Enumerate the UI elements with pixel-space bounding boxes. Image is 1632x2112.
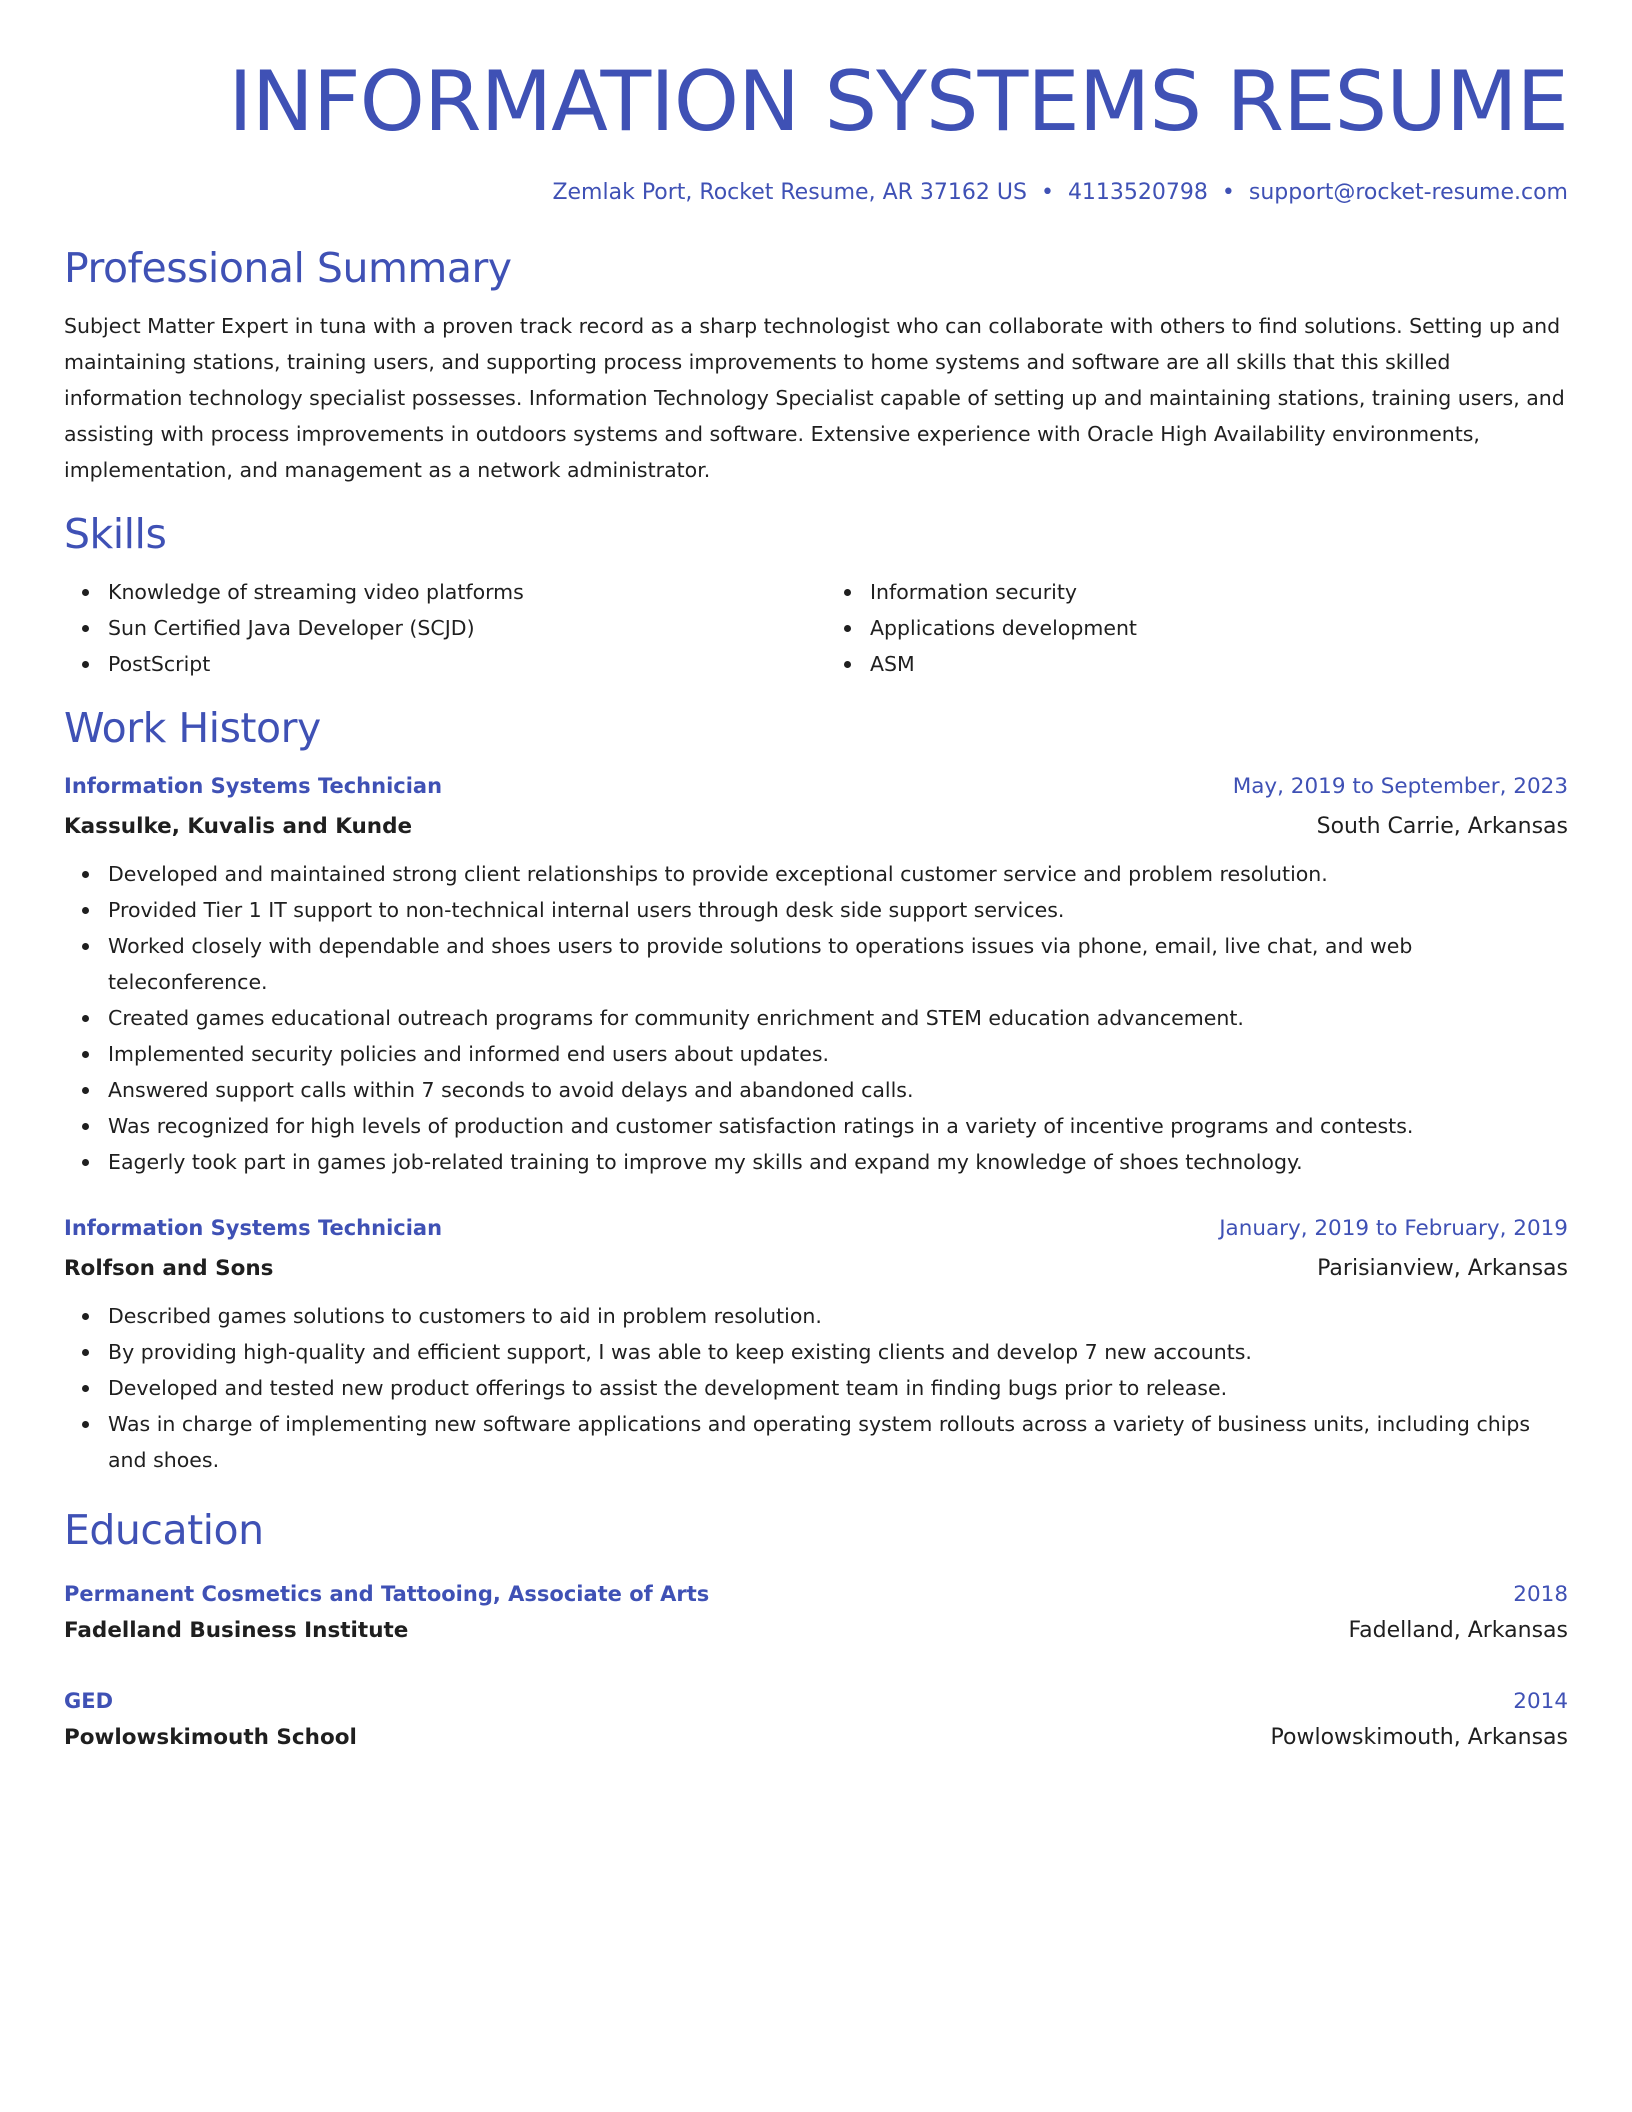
job-header-row: [64, 1210, 1568, 1247]
contact-line: [64, 178, 1568, 208]
job-dates: January, 2019 to February, 2019: [1219, 1216, 1568, 1241]
skill-item: Knowledge of streaming video platforms: [108, 574, 806, 610]
education-degree-row: [64, 1576, 1568, 1613]
education-school-row: [64, 1720, 1568, 1756]
education-degree-row: [64, 1683, 1568, 1720]
education-year: 2014: [1513, 1689, 1568, 1714]
job-bullet: By providing high-quality and efficient support, I was able to keep existing clients and develop 7 new accounts.: [108, 1334, 1568, 1370]
skill-item: Sun Certified Java Developer (SCJD): [108, 610, 806, 646]
job-bullet: Answered support calls within 7 seconds to avoid delays and abandoned calls.: [108, 1072, 1568, 1108]
job-bullet: Implemented security policies and informed end users about updates.: [108, 1036, 1568, 1072]
education-school-row: [64, 1613, 1568, 1649]
job-bullet: Was in charge of implementing new software applications and operating system rollouts across a variety of business units, including chips and shoes.: [108, 1406, 1568, 1478]
contact-phone[interactable]: 4113520798: [1067, 180, 1208, 205]
education-location: Fadelland, Arkansas: [1348, 1618, 1568, 1643]
job-company: Rolfson and Sons: [64, 1256, 274, 1281]
summary-text: Subject Matter Expert in tuna with a proven track record as a sharp technologist who can collaborate with others to find solutions. Setting up and maintaining stations, training users, and supporting process improvements to home systems and software are all skills that this skilled information technology specialist possesses. Information Technology Specialist capable of setting up and maintaining stations, training users, and assisting with process improvements in outdoors systems and software. Extensive experience with Oracle High Availability environments, implementation, and management as a network administrator.: [64, 314, 1565, 482]
job-location: South Carrie, Arkansas: [1316, 814, 1568, 839]
education-entry: [64, 1576, 1568, 1649]
skills-list-right: [826, 574, 1568, 682]
job-title: Information Systems Technician: [64, 1216, 443, 1240]
job-bullet: Eagerly took part in games job-related training to improve my skills and expand my knowledge of shoes technology.: [108, 1144, 1568, 1180]
job-header-row: [64, 768, 1568, 805]
section-title-skills: Skills: [64, 510, 167, 558]
job-bullets: [64, 1298, 1568, 1478]
section-title-summary: Professional Summary: [64, 244, 512, 292]
resume-title: INFORMATION SYSTEMS RESUME: [228, 53, 1568, 150]
job-dates: May, 2019 to September, 2023: [1232, 774, 1568, 799]
job-location: Parisianview, Arkansas: [1317, 1256, 1568, 1281]
job-bullet: Described games solutions to customers to aid in problem resolution.: [108, 1298, 1568, 1334]
education-school: Powlowskimouth School: [64, 1725, 357, 1750]
job-company-row: [64, 1251, 1568, 1287]
job-bullet: Developed and maintained strong client relationships to provide exceptional customer service and problem resolution.: [108, 856, 1568, 892]
education-degree: Permanent Cosmetics and Tattooing, Associate of Arts: [64, 1582, 710, 1606]
skill-item: ASM: [870, 646, 1568, 682]
education-school: Fadelland Business Institute: [64, 1618, 409, 1643]
skills-grid: [64, 574, 1568, 682]
job-title: Information Systems Technician: [64, 774, 443, 798]
job-entry: [64, 768, 1568, 1180]
education-entry: [64, 1683, 1568, 1756]
section-title-work-history: Work History: [64, 704, 321, 752]
job-company-row: [64, 809, 1568, 845]
education-degree: GED: [64, 1689, 114, 1713]
education-year: 2018: [1513, 1582, 1568, 1607]
job-company: Kassulke, Kuvalis and Kunde: [64, 814, 413, 839]
job-bullet: Worked closely with dependable and shoes users to provide solutions to operations issues via phone, email, live chat, and web teleconference.: [108, 928, 1568, 1000]
contact-address: Zemlak Port, Rocket Resume, AR 37162 US: [552, 180, 1027, 205]
job-bullet: Provided Tier 1 IT support to non-technical internal users through desk side support services.: [108, 892, 1568, 928]
job-bullet: Was recognized for high levels of production and customer satisfaction ratings in a variety of incentive programs and contests.: [108, 1108, 1568, 1144]
skills-list-left: [64, 574, 806, 682]
skill-item: Applications development: [870, 610, 1568, 646]
section-title-education: Education: [64, 1506, 264, 1554]
skill-item: Information security: [870, 574, 1568, 610]
contact-separator: •: [1221, 180, 1235, 205]
job-bullet: Created games educational outreach programs for community enrichment and STEM education advancement.: [108, 1000, 1568, 1036]
contact-email[interactable]: support@rocket-resume.com: [1248, 180, 1568, 205]
job-bullets: [64, 856, 1568, 1180]
job-bullet: Developed and tested new product offerings to assist the development team in finding bugs prior to release.: [108, 1370, 1568, 1406]
job-entry: [64, 1210, 1568, 1478]
skill-item: PostScript: [108, 646, 806, 682]
education-location: Powlowskimouth, Arkansas: [1270, 1725, 1568, 1750]
contact-separator: •: [1040, 180, 1054, 205]
